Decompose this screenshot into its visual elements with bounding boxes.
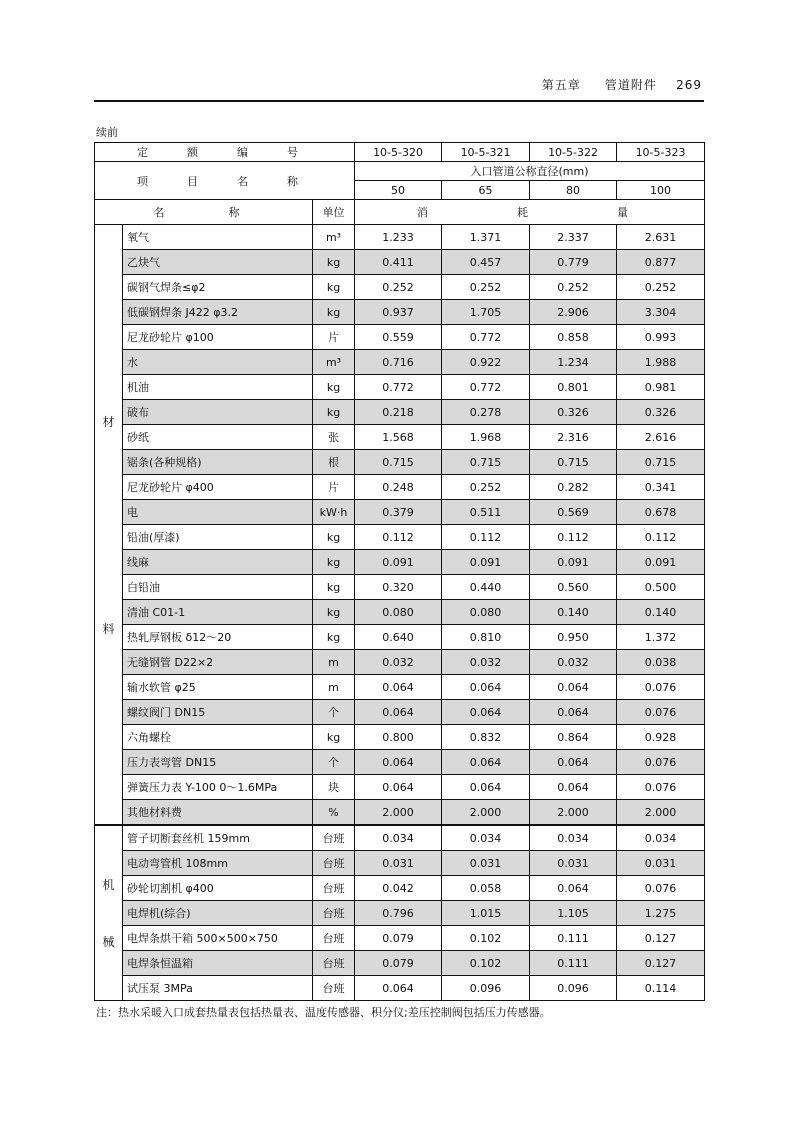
item-unit: m — [313, 650, 355, 675]
consumption-value: 0.248 — [355, 475, 442, 500]
chapter-label: 第五章 — [541, 78, 581, 92]
item-name: 线麻 — [123, 550, 313, 575]
consumption-value: 0.922 — [442, 350, 530, 375]
consumption-value: 0.500 — [617, 575, 705, 600]
consumption-value: 0.127 — [617, 951, 705, 976]
item-name: 弹簧压力表 Y-100 0～1.6MPa — [123, 775, 313, 800]
item-name: 低碳钢焊条 J422 φ3.2 — [123, 300, 313, 325]
consumption-value: 0.111 — [530, 926, 617, 951]
item-unit: kW·h — [313, 500, 355, 525]
consumption-value: 0.252 — [355, 275, 442, 300]
consumption-value: 0.064 — [530, 876, 617, 901]
page-header — [542, 76, 702, 93]
consumption-value: 0.937 — [355, 300, 442, 325]
consumption-value: 2.000 — [617, 800, 705, 826]
consumption-value: 0.320 — [355, 575, 442, 600]
footnote: 注：热水采暖入口成套热量表包括热量表、温度传感器、积分仪;差压控制阀包括压力传感器。 — [96, 1006, 551, 1019]
item-name: 氧气 — [123, 225, 313, 250]
table-row — [95, 300, 705, 325]
consumption-value: 1.105 — [530, 901, 617, 926]
table-row — [95, 550, 705, 575]
consumption-value: 0.064 — [442, 700, 530, 725]
item-name: 砂纸 — [123, 425, 313, 450]
table-row — [95, 700, 705, 725]
quota-code: 10-5-320 — [355, 143, 442, 162]
consumption-value: 0.411 — [355, 250, 442, 275]
diameter-value: 100 — [617, 181, 705, 200]
consumption-value: 0.038 — [617, 650, 705, 675]
consumption-value: 0.112 — [617, 525, 705, 550]
page-number: 269 — [676, 78, 702, 92]
item-unit: kg — [313, 400, 355, 425]
table-row — [95, 825, 705, 851]
consumption-value: 0.064 — [442, 675, 530, 700]
item-name: 输水软管 φ25 — [123, 675, 313, 700]
diameter-label-row — [95, 162, 705, 181]
consumption-value: 0.076 — [617, 675, 705, 700]
unit-column-header: 单位 — [313, 200, 355, 225]
consumption-value: 0.076 — [617, 700, 705, 725]
table-row — [95, 951, 705, 976]
consumption-value: 2.906 — [530, 300, 617, 325]
table-row — [95, 901, 705, 926]
consumption-value: 0.282 — [530, 475, 617, 500]
item-unit: kg — [313, 525, 355, 550]
consumption-value: 0.810 — [442, 625, 530, 650]
item-name: 乙炔气 — [123, 250, 313, 275]
consumption-value: 1.275 — [617, 901, 705, 926]
consumption-value: 0.032 — [442, 650, 530, 675]
table-row — [95, 625, 705, 650]
item-name: 尼龙砂轮片 φ100 — [123, 325, 313, 350]
consumption-value: 0.559 — [355, 325, 442, 350]
item-name: 碳钢气焊条≤φ2 — [123, 275, 313, 300]
item-name: 管子切断套丝机 159mm — [123, 825, 313, 851]
consumption-value: 0.457 — [442, 250, 530, 275]
section-label: 管道附件 — [604, 78, 657, 92]
diameter-value: 50 — [355, 181, 442, 200]
table-row — [95, 250, 705, 275]
consumption-value: 0.218 — [355, 400, 442, 425]
consumption-value: 0.981 — [617, 375, 705, 400]
consumption-value: 0.716 — [355, 350, 442, 375]
table-row — [95, 225, 705, 250]
consumption-value: 0.034 — [355, 825, 442, 851]
item-unit: 根 — [313, 450, 355, 475]
item-unit: kg — [313, 250, 355, 275]
machinery-category-top: 机 — [102, 878, 115, 892]
consumption-value: 0.064 — [530, 775, 617, 800]
consumption-value: 0.326 — [530, 400, 617, 425]
consumption-value: 0.801 — [530, 375, 617, 400]
item-unit: 台班 — [313, 901, 355, 926]
diameter-value: 80 — [530, 181, 617, 200]
consumption-value: 0.064 — [530, 750, 617, 775]
item-unit: 张 — [313, 425, 355, 450]
item-name: 白铅油 — [123, 575, 313, 600]
consumption-value: 0.079 — [355, 926, 442, 951]
consumption-value: 0.111 — [530, 951, 617, 976]
item-unit: 片 — [313, 475, 355, 500]
item-name: 锯条(各种规格) — [123, 450, 313, 475]
consumption-value: 0.076 — [617, 876, 705, 901]
consumption-value: 0.031 — [530, 851, 617, 876]
consumption-value: 0.034 — [530, 825, 617, 851]
materials-category-bottom: 料 — [102, 621, 115, 636]
item-name: 电焊条恒温箱 — [123, 951, 313, 976]
consumption-value: 2.616 — [617, 425, 705, 450]
table-row — [95, 450, 705, 475]
consumption-value: 0.064 — [530, 675, 617, 700]
consumption-value: 1.988 — [617, 350, 705, 375]
consumption-value: 1.372 — [617, 625, 705, 650]
consumption-value: 0.032 — [355, 650, 442, 675]
consumption-value: 2.000 — [530, 800, 617, 826]
consumption-value: 0.076 — [617, 750, 705, 775]
consumption-value: 1.371 — [442, 225, 530, 250]
consumption-value: 0.064 — [355, 675, 442, 700]
consumption-value: 0.832 — [442, 725, 530, 750]
item-unit: m³ — [313, 225, 355, 250]
consumption-value: 0.715 — [442, 450, 530, 475]
consumption-value: 3.304 — [617, 300, 705, 325]
consumption-value: 0.064 — [530, 700, 617, 725]
table-row — [95, 876, 705, 901]
item-label: 项 目 名 称 — [95, 162, 355, 200]
item-unit: kg — [313, 375, 355, 400]
consumption-value: 0.064 — [355, 775, 442, 800]
table-row — [95, 475, 705, 500]
item-name: 其他材料费 — [123, 800, 313, 826]
consumption-value: 0.796 — [355, 901, 442, 926]
consumption-value: 0.096 — [442, 976, 530, 1001]
item-unit: kg — [313, 575, 355, 600]
item-unit: 台班 — [313, 976, 355, 1001]
consumption-value: 0.042 — [355, 876, 442, 901]
machinery-category-bottom: 械 — [102, 935, 115, 949]
item-name: 尼龙砂轮片 φ400 — [123, 475, 313, 500]
consumption-value: 0.858 — [530, 325, 617, 350]
quota-label: 定 额 编 号 — [95, 143, 355, 162]
consumption-value: 0.252 — [617, 275, 705, 300]
item-name: 试压泵 3MPa — [123, 976, 313, 1001]
item-unit: kg — [313, 550, 355, 575]
item-unit: 块 — [313, 775, 355, 800]
item-name: 电动弯管机 108mm — [123, 851, 313, 876]
consumption-value: 0.379 — [355, 500, 442, 525]
consumption-value: 0.031 — [442, 851, 530, 876]
consumption-value: 2.631 — [617, 225, 705, 250]
consumption-value: 0.715 — [530, 450, 617, 475]
machinery-category — [95, 825, 123, 1001]
diameter-value: 65 — [442, 181, 530, 200]
consumption-value: 0.102 — [442, 951, 530, 976]
table-row — [95, 600, 705, 625]
table-row — [95, 400, 705, 425]
consumption-value: 0.678 — [617, 500, 705, 525]
item-name: 螺纹阀门 DN15 — [123, 700, 313, 725]
table-row — [95, 750, 705, 775]
table-row — [95, 350, 705, 375]
consumption-value: 0.715 — [617, 450, 705, 475]
consumption-value: 0.560 — [530, 575, 617, 600]
consumption-value: 0.034 — [442, 825, 530, 851]
item-unit: % — [313, 800, 355, 826]
item-name: 铅油(厚漆) — [123, 525, 313, 550]
item-name: 六角螺栓 — [123, 725, 313, 750]
consumption-value: 0.511 — [442, 500, 530, 525]
consumption-value: 0.341 — [617, 475, 705, 500]
consumption-value: 1.568 — [355, 425, 442, 450]
item-name: 机油 — [123, 375, 313, 400]
consumption-value: 0.127 — [617, 926, 705, 951]
consumption-value: 0.080 — [355, 600, 442, 625]
consumption-value: 0.928 — [617, 725, 705, 750]
item-unit: 台班 — [313, 926, 355, 951]
consumption-value: 0.064 — [355, 976, 442, 1001]
consumption-value: 0.140 — [530, 600, 617, 625]
table-row — [95, 976, 705, 1001]
consumption-value: 0.031 — [617, 851, 705, 876]
consumption-value: 0.440 — [442, 575, 530, 600]
item-unit: m — [313, 675, 355, 700]
consumption-value: 0.326 — [617, 400, 705, 425]
item-unit: kg — [313, 725, 355, 750]
consumption-value: 1.233 — [355, 225, 442, 250]
consumption-value: 0.102 — [442, 926, 530, 951]
consumption-value: 0.058 — [442, 876, 530, 901]
item-name: 热轧厚钢板 δ12～20 — [123, 625, 313, 650]
consumption-value: 0.034 — [617, 825, 705, 851]
consumption-value: 0.032 — [530, 650, 617, 675]
consumption-value: 2.000 — [442, 800, 530, 826]
table-row — [95, 926, 705, 951]
consumption-value: 2.337 — [530, 225, 617, 250]
consumption-value: 2.316 — [530, 425, 617, 450]
consumption-value: 0.112 — [442, 525, 530, 550]
item-unit: 台班 — [313, 876, 355, 901]
table-row — [95, 800, 705, 826]
diameter-label: 入口管道公称直径(mm) — [355, 162, 705, 181]
table-row — [95, 525, 705, 550]
consumption-value: 0.772 — [442, 375, 530, 400]
table-row — [95, 325, 705, 350]
consumption-value: 0.091 — [355, 550, 442, 575]
table-row — [95, 725, 705, 750]
item-unit: kg — [313, 300, 355, 325]
table-row — [95, 425, 705, 450]
consumption-value: 1.968 — [442, 425, 530, 450]
item-unit: 个 — [313, 750, 355, 775]
quota-code: 10-5-321 — [442, 143, 530, 162]
table-row — [95, 275, 705, 300]
quota-code: 10-5-323 — [617, 143, 705, 162]
consumption-value: 0.064 — [442, 775, 530, 800]
materials-category-top: 材 — [102, 414, 115, 429]
consumption-value: 0.779 — [530, 250, 617, 275]
consumption-value: 0.640 — [355, 625, 442, 650]
item-unit: m³ — [313, 350, 355, 375]
consumption-value: 0.715 — [355, 450, 442, 475]
item-unit: kg — [313, 275, 355, 300]
consumption-value: 0.091 — [530, 550, 617, 575]
consumption-value: 0.252 — [530, 275, 617, 300]
consumption-value: 1.705 — [442, 300, 530, 325]
header-rule — [94, 100, 704, 102]
item-unit: 台班 — [313, 825, 355, 851]
consumption-value: 0.252 — [442, 275, 530, 300]
consumption-value: 0.080 — [442, 600, 530, 625]
item-name: 电焊条烘干箱 500×500×750 — [123, 926, 313, 951]
consumption-value: 0.031 — [355, 851, 442, 876]
quota-code-row — [95, 143, 705, 162]
name-column-header: 名 称 — [95, 200, 313, 225]
consumption-column-header: 消 耗 量 — [355, 200, 705, 225]
consumption-value: 0.064 — [355, 700, 442, 725]
materials-category — [95, 225, 123, 826]
consumption-value: 0.278 — [442, 400, 530, 425]
item-name: 电 — [123, 500, 313, 525]
consumption-value: 1.015 — [442, 901, 530, 926]
table-row — [95, 675, 705, 700]
item-unit: 台班 — [313, 951, 355, 976]
item-unit: 个 — [313, 700, 355, 725]
consumption-value: 0.877 — [617, 250, 705, 275]
consumption-value: 0.772 — [355, 375, 442, 400]
table-row — [95, 375, 705, 400]
item-name: 破布 — [123, 400, 313, 425]
consumption-value: 0.091 — [617, 550, 705, 575]
item-name: 压力表弯管 DN15 — [123, 750, 313, 775]
column-header-row — [95, 200, 705, 225]
table-row — [95, 500, 705, 525]
consumption-value: 0.864 — [530, 725, 617, 750]
item-name: 电焊机(综合) — [123, 901, 313, 926]
table-row — [95, 851, 705, 876]
table-row — [95, 775, 705, 800]
item-name: 砂轮切割机 φ400 — [123, 876, 313, 901]
consumption-value: 1.234 — [530, 350, 617, 375]
consumption-value: 0.091 — [442, 550, 530, 575]
item-unit: 台班 — [313, 851, 355, 876]
consumption-value: 0.112 — [530, 525, 617, 550]
consumption-value: 2.000 — [355, 800, 442, 826]
consumption-value: 0.064 — [442, 750, 530, 775]
consumption-value: 0.114 — [617, 976, 705, 1001]
consumption-value: 0.993 — [617, 325, 705, 350]
consumption-value: 0.252 — [442, 475, 530, 500]
consumption-value: 0.950 — [530, 625, 617, 650]
consumption-value: 0.096 — [530, 976, 617, 1001]
item-unit: 片 — [313, 325, 355, 350]
quota-table — [94, 142, 705, 1001]
item-name: 无缝钢管 D22×2 — [123, 650, 313, 675]
item-name: 水 — [123, 350, 313, 375]
consumption-value: 0.076 — [617, 775, 705, 800]
item-unit: kg — [313, 625, 355, 650]
continuation-label: 续前 — [96, 126, 118, 139]
table-row — [95, 575, 705, 600]
table-row — [95, 650, 705, 675]
item-unit: kg — [313, 600, 355, 625]
consumption-value: 0.569 — [530, 500, 617, 525]
consumption-value: 0.112 — [355, 525, 442, 550]
consumption-value: 0.079 — [355, 951, 442, 976]
consumption-value: 0.140 — [617, 600, 705, 625]
quota-code: 10-5-322 — [530, 143, 617, 162]
consumption-value: 0.772 — [442, 325, 530, 350]
consumption-value: 0.064 — [355, 750, 442, 775]
consumption-value: 0.800 — [355, 725, 442, 750]
item-name: 清油 C01-1 — [123, 600, 313, 625]
